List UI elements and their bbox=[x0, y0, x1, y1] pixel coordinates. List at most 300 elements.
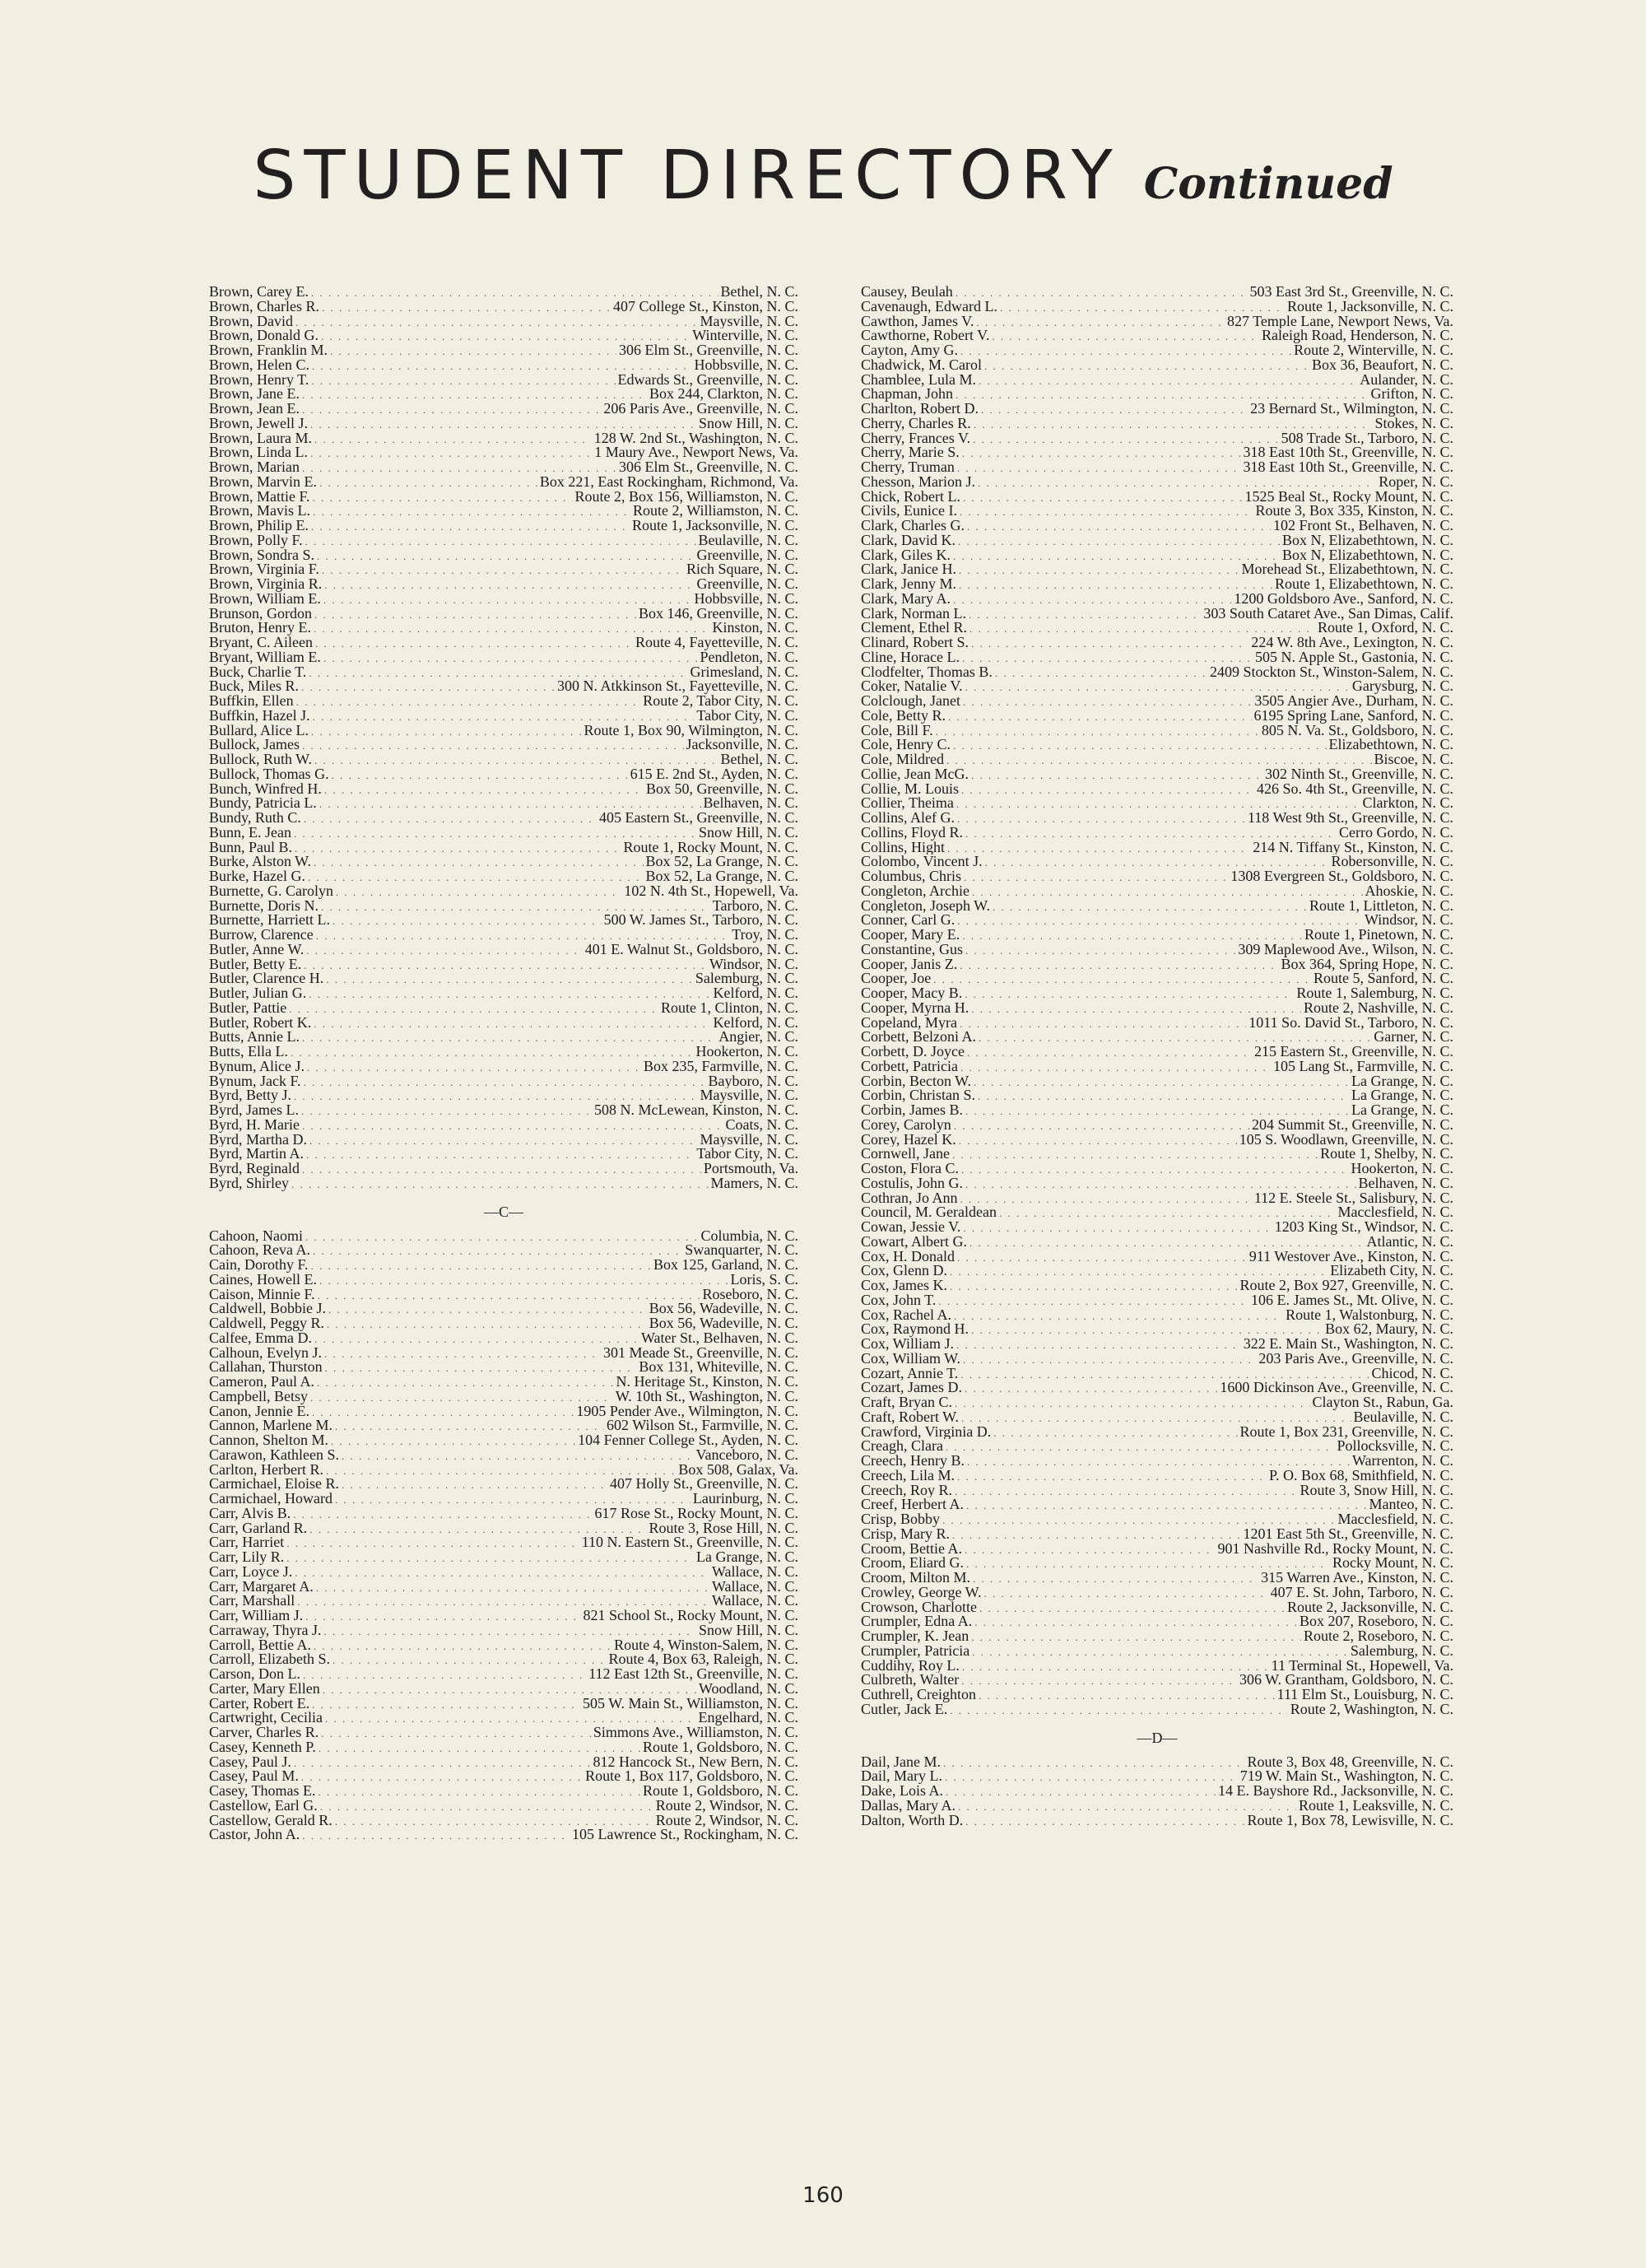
dot-leader bbox=[302, 1031, 716, 1045]
dot-leader bbox=[950, 1264, 1327, 1278]
directory-entry bbox=[861, 665, 1453, 680]
student-address: 11 Terminal St., Hopewell, Va. bbox=[1271, 1658, 1453, 1674]
dot-leader bbox=[979, 1601, 1285, 1615]
student-name: Creech, Henry B. bbox=[861, 1454, 965, 1469]
dot-leader bbox=[304, 1075, 706, 1089]
student-name: Casey, Paul J. bbox=[209, 1754, 291, 1770]
dot-leader bbox=[319, 1274, 728, 1288]
dot-leader bbox=[959, 1134, 1237, 1148]
directory-entry bbox=[209, 490, 798, 505]
dot-leader bbox=[309, 1134, 698, 1148]
directory-entry bbox=[861, 636, 1453, 650]
student-address: 309 Maplewood Ave., Wilson, N. C. bbox=[1238, 942, 1453, 957]
directory-entry bbox=[861, 1395, 1453, 1410]
dot-leader bbox=[965, 1104, 1349, 1118]
student-address: La Grange, N. C. bbox=[1351, 1073, 1453, 1089]
dot-leader bbox=[304, 958, 707, 972]
student-address: Loris, S. C. bbox=[730, 1272, 798, 1288]
student-name: Craft, Robert W. bbox=[861, 1409, 959, 1425]
directory-entry bbox=[861, 1293, 1453, 1308]
dot-leader bbox=[311, 519, 630, 533]
student-name: Clark, Norman L. bbox=[861, 606, 966, 622]
student-name: Caison, Minnie F. bbox=[209, 1287, 315, 1302]
directory-entry bbox=[861, 986, 1453, 1001]
directory-entry bbox=[209, 709, 798, 724]
directory-entry bbox=[861, 1118, 1453, 1133]
dot-leader bbox=[972, 1645, 1348, 1659]
student-address: Stokes, N. C. bbox=[1374, 416, 1453, 431]
dot-leader bbox=[953, 738, 1327, 752]
directory-entry bbox=[209, 1784, 798, 1799]
student-name: Bundy, Ruth C. bbox=[209, 811, 301, 826]
student-name: Corbin, Becton W. bbox=[861, 1073, 971, 1089]
dot-leader bbox=[289, 1002, 658, 1016]
student-address: Hobbsville, N. C. bbox=[694, 591, 798, 607]
student-address: Clarkton, N. C. bbox=[1362, 796, 1453, 811]
dot-leader bbox=[957, 914, 1362, 928]
directory-entry bbox=[861, 1191, 1453, 1206]
dot-leader bbox=[294, 1089, 697, 1103]
student-address: 111 Elm St., Louisburg, N. C. bbox=[1276, 1688, 1453, 1702]
student-name: Clement, Ethel R. bbox=[861, 621, 967, 636]
dot-leader bbox=[302, 403, 601, 417]
student-address: 1525 Beal St., Rocky Mount, N. C. bbox=[1244, 489, 1453, 505]
directory-entry bbox=[861, 1410, 1453, 1425]
student-address: 215 Eastern St., Greenville, N. C. bbox=[1254, 1045, 1453, 1059]
student-address: 203 Paris Ave., Greenville, N. C. bbox=[1258, 1351, 1453, 1367]
student-address: Biscoe, N. C. bbox=[1374, 752, 1453, 767]
dot-leader bbox=[313, 505, 630, 519]
dot-leader bbox=[960, 1060, 1271, 1074]
directory-entry bbox=[861, 1425, 1453, 1440]
directory-entry bbox=[861, 752, 1453, 767]
student-name: Corbin, James B. bbox=[861, 1103, 963, 1118]
student-name: Cole, Betty R. bbox=[861, 708, 946, 724]
student-address: Route 1, Clinton, N. C. bbox=[660, 1000, 798, 1016]
student-address: Manteo, N. C. bbox=[1369, 1497, 1453, 1512]
dot-leader bbox=[999, 1206, 1336, 1220]
dot-leader bbox=[296, 695, 641, 709]
directory-entry bbox=[209, 285, 798, 300]
directory-entry bbox=[861, 1600, 1453, 1615]
student-name: Cannon, Shelton M. bbox=[209, 1433, 329, 1448]
dot-leader bbox=[963, 491, 1243, 505]
student-name: Callahan, Thurston bbox=[209, 1360, 323, 1375]
directory-entry bbox=[209, 1273, 798, 1288]
directory-entry bbox=[209, 460, 798, 475]
directory-entry bbox=[861, 738, 1453, 752]
student-name: Corbett, Belzoni A. bbox=[861, 1030, 976, 1045]
directory-entry bbox=[861, 607, 1453, 622]
student-name: Brown, Henry T. bbox=[209, 372, 309, 388]
student-name: Collins, Floyd R. bbox=[861, 825, 964, 841]
dot-leader bbox=[959, 563, 1239, 577]
student-address: 1 Maury Ave., Newport News, Va. bbox=[594, 445, 798, 460]
student-address: Route 3, Box 48, Greenville, N. C. bbox=[1247, 1754, 1453, 1770]
directory-entry bbox=[209, 1448, 798, 1463]
dot-leader bbox=[965, 1814, 1244, 1828]
directory-entry bbox=[209, 928, 798, 943]
dot-leader bbox=[983, 1586, 1267, 1600]
student-address: Box 131, Whiteville, N. C. bbox=[639, 1360, 798, 1375]
directory-entry bbox=[209, 1769, 798, 1784]
student-address: Hookerton, N. C. bbox=[1351, 1162, 1453, 1176]
directory-entry bbox=[209, 884, 798, 899]
student-address: Roseboro, N. C. bbox=[702, 1287, 798, 1302]
directory-entry bbox=[861, 767, 1453, 782]
student-name: Causey, Beulah bbox=[861, 285, 953, 300]
dot-leader bbox=[303, 1668, 586, 1682]
student-address: Route 1, Box 231, Greenville, N. C. bbox=[1239, 1424, 1453, 1440]
directory-entry bbox=[861, 1483, 1453, 1498]
student-address: 302 Ninth St., Greenville, N. C. bbox=[1265, 766, 1453, 782]
dot-leader bbox=[961, 783, 1254, 797]
student-address: Route 1, Walstonburg, N. C. bbox=[1286, 1307, 1453, 1323]
student-address: Salemburg, N. C. bbox=[1350, 1643, 1453, 1659]
dot-leader bbox=[330, 344, 616, 358]
student-name: Brown, Helen C. bbox=[209, 357, 309, 373]
directory-entry bbox=[209, 1258, 798, 1273]
directory-entry bbox=[209, 1609, 798, 1623]
student-address: Laurinburg, N. C. bbox=[692, 1492, 798, 1507]
dot-leader bbox=[324, 578, 694, 592]
dot-leader bbox=[321, 900, 710, 914]
dot-leader bbox=[286, 1536, 579, 1550]
dot-leader bbox=[979, 1031, 1371, 1045]
student-address: 301 Meade St., Greenville, N. C. bbox=[603, 1345, 798, 1361]
student-name: Butts, Ella L. bbox=[209, 1045, 288, 1059]
student-name: Clark, Giles K. bbox=[861, 547, 951, 563]
directory-entry bbox=[209, 328, 798, 343]
directory-entry bbox=[861, 1439, 1453, 1454]
student-address: Box 56, Wadeville, N. C. bbox=[649, 1302, 798, 1316]
dot-leader bbox=[971, 1323, 1323, 1337]
directory-entry bbox=[209, 1565, 798, 1580]
student-address: Box N, Elizabethtown, N. C. bbox=[1282, 547, 1453, 563]
student-address: 306 Elm St., Greenville, N. C. bbox=[619, 460, 798, 475]
student-address: 214 N. Tiffany St., Kinston, N. C. bbox=[1253, 840, 1453, 855]
directory-entry bbox=[209, 1725, 798, 1740]
dot-leader bbox=[946, 1785, 1216, 1799]
directory-entry bbox=[209, 1477, 798, 1492]
dot-leader bbox=[958, 534, 1280, 548]
directory-entry bbox=[209, 1755, 798, 1770]
directory-entry bbox=[861, 1220, 1453, 1235]
dot-leader bbox=[314, 432, 592, 446]
student-address: 503 East 3rd St., Greenville, N. C. bbox=[1249, 285, 1453, 300]
page-number: 160 bbox=[802, 2183, 844, 2208]
dot-leader bbox=[342, 1478, 607, 1492]
directory-entry bbox=[861, 1367, 1453, 1381]
student-address: Maysville, N. C. bbox=[700, 1088, 798, 1103]
directory-entry bbox=[209, 738, 798, 752]
student-address: Greenville, N. C. bbox=[696, 577, 798, 592]
dot-leader bbox=[961, 1411, 1351, 1425]
dot-leader bbox=[969, 622, 1315, 636]
directory-entry bbox=[209, 636, 798, 650]
directory-entry bbox=[209, 855, 798, 869]
directory-entry bbox=[861, 1688, 1453, 1702]
student-address: Clayton St., Rabun, Ga. bbox=[1312, 1395, 1453, 1410]
student-name: Carr, Garland R. bbox=[209, 1521, 308, 1536]
student-address: P. O. Box 68, Smithfield, N. C. bbox=[1268, 1468, 1453, 1483]
dot-leader bbox=[314, 855, 644, 869]
dot-leader bbox=[952, 1148, 1318, 1162]
student-name: Cannon, Marlene M. bbox=[209, 1418, 332, 1433]
dot-leader bbox=[978, 476, 1376, 490]
dot-leader bbox=[974, 417, 1373, 431]
directory-entry bbox=[209, 1375, 798, 1390]
student-address: Route 2, Jacksonville, N. C. bbox=[1287, 1600, 1453, 1615]
student-address: 315 Warren Ave., Kinston, N. C. bbox=[1261, 1571, 1453, 1586]
student-name: Brown, Charles R. bbox=[209, 299, 319, 314]
student-name: Corbin, Christan S. bbox=[861, 1088, 976, 1103]
student-address: 1308 Evergreen St., Goldsboro, N. C. bbox=[1230, 869, 1453, 884]
student-address: Route 4, Fayetteville, N. C. bbox=[635, 636, 798, 650]
student-name: Carr, Alvis B. bbox=[209, 1506, 291, 1521]
directory-entry bbox=[209, 986, 798, 1001]
directory-entry bbox=[861, 1799, 1453, 1814]
dot-leader bbox=[978, 1089, 1349, 1103]
student-address: 204 Summit St., Greenville, N. C. bbox=[1252, 1117, 1453, 1133]
student-address: Route 2, Roseboro, N. C. bbox=[1304, 1629, 1453, 1644]
dot-leader bbox=[961, 1162, 1348, 1176]
directory-entry bbox=[861, 1250, 1453, 1264]
dot-leader bbox=[950, 1703, 1288, 1717]
section-letter-header: —C— bbox=[483, 1203, 523, 1220]
directory-entry bbox=[209, 796, 798, 811]
directory-entry bbox=[209, 694, 798, 709]
student-address: Portsmouth, Va. bbox=[703, 1162, 798, 1176]
dot-leader bbox=[960, 958, 1278, 972]
student-address: Box 52, La Grange, N. C. bbox=[645, 869, 798, 884]
dot-leader bbox=[959, 578, 1272, 592]
student-address: Edwards St., Greenville, N. C. bbox=[617, 372, 798, 388]
directory-entry bbox=[861, 650, 1453, 665]
student-name: Cherry, Marie S. bbox=[861, 445, 960, 460]
directory-entry bbox=[209, 782, 798, 797]
student-address: Box N, Elizabethtown, N. C. bbox=[1282, 533, 1453, 548]
student-address: 401 E. Walnut St., Goldsboro, N. C. bbox=[584, 942, 798, 957]
student-address: 1011 So. David St., Tarboro, N. C. bbox=[1248, 1015, 1453, 1031]
student-address: 128 W. 2nd St., Washington, N. C. bbox=[593, 431, 798, 446]
directory-entry bbox=[861, 1176, 1453, 1191]
dot-leader bbox=[309, 1522, 646, 1536]
directory-entry bbox=[861, 328, 1453, 343]
student-name: Cooper, Joe bbox=[861, 971, 932, 986]
dot-leader bbox=[307, 1060, 641, 1074]
dot-leader bbox=[946, 753, 1372, 767]
directory-entry bbox=[861, 562, 1453, 577]
student-name: Creagh, Clara bbox=[861, 1439, 943, 1454]
dot-leader bbox=[956, 286, 1248, 300]
student-address: 821 School St., Rocky Mount, N. C. bbox=[583, 1609, 798, 1623]
directory-entry bbox=[861, 475, 1453, 490]
directory-entry bbox=[861, 1235, 1453, 1250]
student-address: Wallace, N. C. bbox=[711, 1594, 798, 1609]
student-name: Brown, Mattie F. bbox=[209, 489, 310, 505]
student-address: Box 36, Beaufort, N. C. bbox=[1312, 357, 1453, 373]
directory-entry bbox=[209, 1521, 798, 1536]
dot-leader bbox=[301, 1104, 592, 1118]
directory-entry bbox=[861, 577, 1453, 592]
student-address: Pendleton, N. C. bbox=[700, 650, 798, 665]
dot-leader bbox=[304, 812, 597, 826]
dot-leader bbox=[302, 461, 616, 475]
student-name: Crumpler, Patricia bbox=[861, 1643, 970, 1659]
directory-entry bbox=[209, 841, 798, 855]
student-name: Clodfelter, Thomas B. bbox=[861, 664, 993, 680]
dot-leader bbox=[965, 1381, 1217, 1395]
student-name: Carmichael, Eloise R. bbox=[209, 1477, 339, 1492]
directory-entry bbox=[861, 1586, 1453, 1600]
student-address: Belhaven, N. C. bbox=[1358, 1176, 1453, 1191]
dot-leader bbox=[324, 1347, 601, 1361]
student-name: Cox, Raymond H. bbox=[861, 1322, 969, 1337]
student-name: Carson, Don L. bbox=[209, 1667, 300, 1682]
student-address: Coats, N. C. bbox=[725, 1117, 798, 1133]
student-name: Chick, Robert L. bbox=[861, 489, 960, 505]
directory-entry bbox=[209, 1016, 798, 1031]
dot-leader bbox=[963, 1353, 1256, 1367]
student-address: 206 Paris Ave., Greenville, N. C. bbox=[603, 402, 798, 417]
dot-leader bbox=[967, 1455, 1350, 1469]
directory-entry bbox=[209, 1433, 798, 1448]
directory-entry bbox=[209, 1229, 798, 1244]
student-address: 602 Wilson St., Farmville, N. C. bbox=[607, 1418, 798, 1433]
student-name: Burnette, Harriett L. bbox=[209, 913, 330, 928]
student-address: Windsor, N. C. bbox=[709, 957, 798, 972]
student-address: Route 2, Tabor City, N. C. bbox=[643, 694, 798, 709]
directory-entry bbox=[209, 1535, 798, 1550]
directory-entry bbox=[861, 1147, 1453, 1162]
student-address: Bethel, N. C. bbox=[720, 752, 798, 767]
dot-leader bbox=[965, 1543, 1216, 1557]
student-name: Byrd, Shirley bbox=[209, 1176, 289, 1191]
directory-entry bbox=[861, 928, 1453, 943]
directory-entry bbox=[209, 1638, 798, 1653]
directory-entry bbox=[209, 373, 798, 388]
student-name: Carlton, Herbert R. bbox=[209, 1462, 323, 1478]
student-name: Cooper, Macy B. bbox=[861, 986, 963, 1001]
student-name: Colombo, Vincent J. bbox=[861, 855, 983, 869]
directory-entry bbox=[209, 957, 798, 972]
dot-leader bbox=[302, 388, 647, 402]
student-address: 508 N. McLewean, Kinston, N. C. bbox=[594, 1103, 798, 1118]
student-name: Cox, H. Donald bbox=[861, 1249, 955, 1264]
student-address: Warrenton, N. C. bbox=[1351, 1454, 1453, 1469]
directory-entry bbox=[861, 1074, 1453, 1089]
student-address: 105 Lawrence St., Rockingham, N. C. bbox=[572, 1828, 798, 1842]
directory-entry bbox=[209, 1176, 798, 1191]
student-name: Butler, Betty E. bbox=[209, 957, 302, 972]
student-address: Route 4, Winston-Salem, N. C. bbox=[614, 1637, 798, 1653]
dot-leader bbox=[314, 753, 718, 767]
student-address: Route 1, Jacksonville, N. C. bbox=[632, 519, 798, 533]
student-name: Dalton, Worth D. bbox=[861, 1813, 964, 1828]
directory-entry bbox=[861, 1322, 1453, 1337]
dot-leader bbox=[291, 1177, 709, 1191]
student-address: Route 1, Shelby, N. C. bbox=[1320, 1147, 1453, 1162]
student-address: 102 N. 4th St., Hopewell, Va. bbox=[624, 883, 798, 899]
student-address: Jacksonville, N. C. bbox=[686, 738, 798, 752]
dot-leader bbox=[960, 1017, 1246, 1031]
student-name: Dake, Lois A. bbox=[861, 1784, 943, 1799]
dot-leader bbox=[323, 1624, 696, 1638]
student-address: Route 1, Littleton, N. C. bbox=[1309, 898, 1453, 914]
student-name: Cox, Glenn D. bbox=[861, 1264, 947, 1278]
student-name: Cayton, Amy G. bbox=[861, 343, 959, 358]
student-address: Route 1, Salemburg, N. C. bbox=[1296, 986, 1453, 1001]
student-address: Box 207, Roseboro, N. C. bbox=[1299, 1614, 1453, 1629]
dot-leader bbox=[947, 841, 1250, 855]
student-address: Angier, N. C. bbox=[718, 1030, 798, 1045]
student-name: Brown, Mavis L. bbox=[209, 504, 310, 519]
student-name: Brown, Linda L. bbox=[209, 445, 308, 460]
directory-entry bbox=[209, 621, 798, 636]
dot-leader bbox=[295, 1566, 709, 1580]
student-address: 6195 Spring Lane, Sanford, N. C. bbox=[1253, 708, 1453, 724]
dot-leader bbox=[984, 359, 1309, 373]
directory-entry bbox=[861, 796, 1453, 811]
student-name: Bullock, James bbox=[209, 738, 300, 752]
student-name: Casey, Paul M. bbox=[209, 1769, 299, 1784]
student-name: Cherry, Truman bbox=[861, 460, 955, 475]
dot-leader bbox=[320, 1800, 653, 1814]
student-address: Route 1, Box 90, Wilmington, N. C. bbox=[584, 723, 798, 738]
dot-leader bbox=[1000, 300, 1285, 314]
dot-leader bbox=[335, 1814, 653, 1828]
directory-entry bbox=[861, 957, 1453, 972]
directory-entry bbox=[209, 1288, 798, 1302]
directory-entry bbox=[861, 1264, 1453, 1278]
dot-leader bbox=[946, 1440, 1335, 1454]
directory-entry bbox=[209, 607, 798, 622]
directory-entry bbox=[861, 855, 1453, 869]
student-name: Bullock, Thomas G. bbox=[209, 766, 329, 782]
dot-leader bbox=[962, 446, 1241, 460]
directory-entry bbox=[209, 1088, 798, 1103]
student-address: Box 50, Greenville, N. C. bbox=[646, 781, 798, 797]
student-name: Brown, Jean E. bbox=[209, 402, 300, 417]
student-address: Kelford, N. C. bbox=[713, 1015, 798, 1031]
student-name: Caines, Howell E. bbox=[209, 1272, 317, 1288]
directory-entry bbox=[861, 709, 1453, 724]
directory-entry bbox=[861, 913, 1453, 928]
dot-leader bbox=[301, 1770, 583, 1784]
student-name: Cox, Rachel A. bbox=[861, 1307, 951, 1323]
student-address: Route 3, Box 335, Kinston, N. C. bbox=[1255, 504, 1453, 519]
directory-entry bbox=[861, 1556, 1453, 1571]
dot-leader bbox=[956, 388, 1369, 402]
dot-leader bbox=[308, 870, 644, 884]
student-address: 911 Westover Ave., Kinston, N. C. bbox=[1248, 1249, 1453, 1264]
dot-leader bbox=[953, 593, 1231, 607]
student-name: Creef, Herbert A. bbox=[861, 1497, 964, 1512]
student-address: Elizabethtown, N. C. bbox=[1328, 738, 1453, 752]
dot-leader bbox=[312, 1698, 580, 1711]
dot-leader bbox=[974, 1615, 1297, 1629]
dot-leader bbox=[967, 1046, 1252, 1059]
student-name: Costulis, John G. bbox=[861, 1176, 964, 1191]
directory-entry bbox=[209, 1814, 798, 1828]
directory-entry bbox=[861, 548, 1453, 563]
student-name: Cox, James K. bbox=[861, 1278, 947, 1293]
student-name: Butler, Clarence H. bbox=[209, 971, 324, 986]
dot-leader bbox=[971, 1630, 1301, 1644]
student-address: Box 52, La Grange, N. C. bbox=[645, 855, 798, 869]
student-name: Cox, William W. bbox=[861, 1351, 960, 1367]
